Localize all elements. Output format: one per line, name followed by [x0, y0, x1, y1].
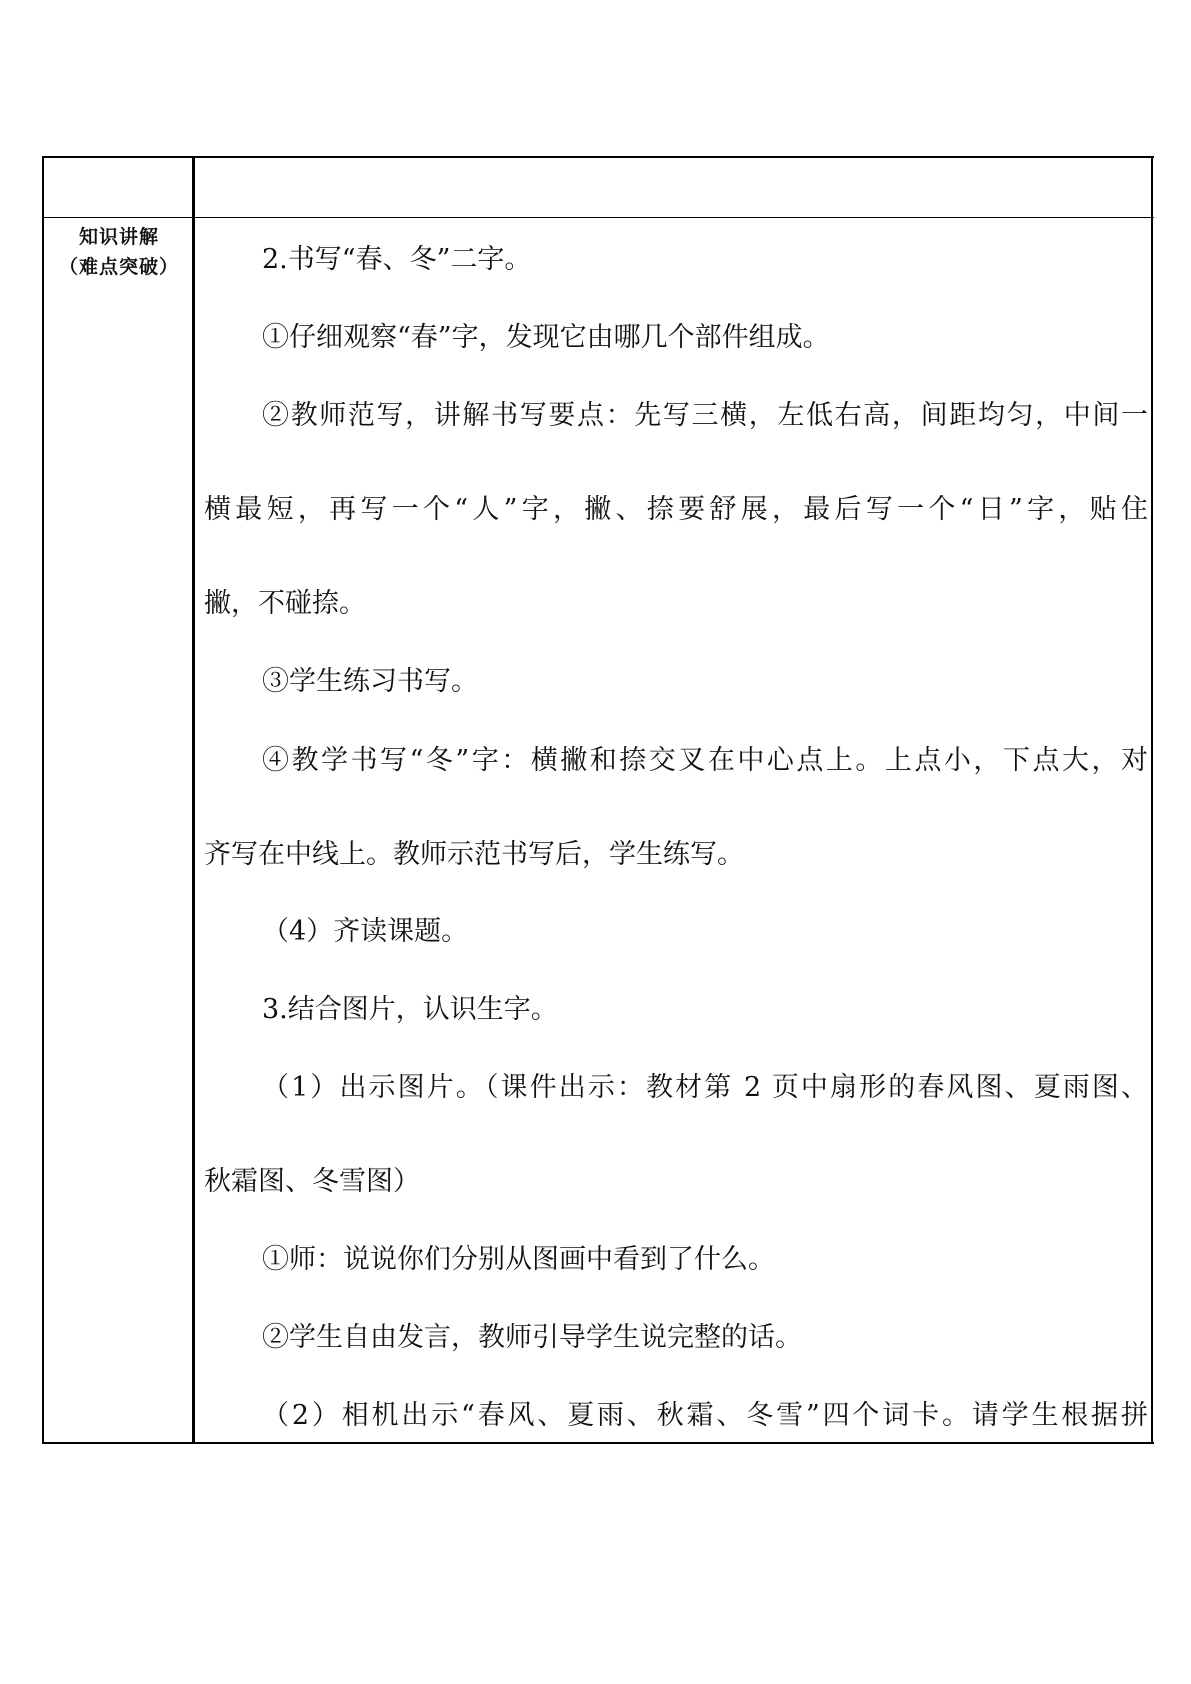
paragraph-8-line-2: 秋霜图、冬雪图） [204, 1166, 420, 1197]
paragraph-9: ①师：说说你们分别从图画中看到了什么。 [262, 1244, 775, 1275]
paragraph-5-line-2: 齐写在中线上。教师示范书写后，学生练写。 [204, 839, 744, 870]
paragraph-8-line-1: （1）出示图片。（课件出示：教材第 2 页中扇形的春风图、夏雨图、 [262, 1072, 1148, 1103]
paragraph-1: 2.书写“春、冬”二字。 [262, 244, 532, 275]
paragraph-3-line-3: 撇，不碰捺。 [204, 588, 366, 619]
table-right-border [1151, 156, 1153, 1444]
table-row-divider [42, 217, 1154, 218]
paragraph-3-line-1: ②教师范写，讲解书写要点：先写三横，左低右高，间距均匀，中间一 [262, 400, 1148, 431]
table-left-border [42, 156, 44, 1444]
section-label-line2: （难点突破） [58, 256, 179, 278]
paragraph-3-line-2: 横最短，再写一个“人”字，撇、捺要舒展，最后写一个“日”字，贴住 [204, 494, 1148, 525]
section-label-line1: 知识讲解 [78, 226, 159, 248]
paragraph-7: 3.结合图片，认识生字。 [262, 994, 558, 1025]
paragraph-6: （4）齐读课题。 [262, 916, 469, 947]
table-top-border [42, 156, 1154, 158]
paragraph-4: ③学生练习书写。 [262, 666, 478, 697]
table-bottom-border [42, 1442, 1154, 1444]
paragraph-2: ①仔细观察“春”字，发现它由哪几个部件组成。 [262, 322, 830, 353]
paragraph-10: ②学生自由发言，教师引导学生说完整的话。 [262, 1322, 802, 1353]
section-label [46, 222, 192, 282]
paragraph-5-line-1: ④教学书写“冬”字：横撇和捺交叉在中心点上。上点小，下点大，对 [262, 745, 1148, 776]
table-column-divider [192, 156, 195, 1444]
paragraph-11: （2）相机出示“春风、夏雨、秋霜、冬雪”四个词卡。请学生根据拼 [262, 1400, 1148, 1431]
